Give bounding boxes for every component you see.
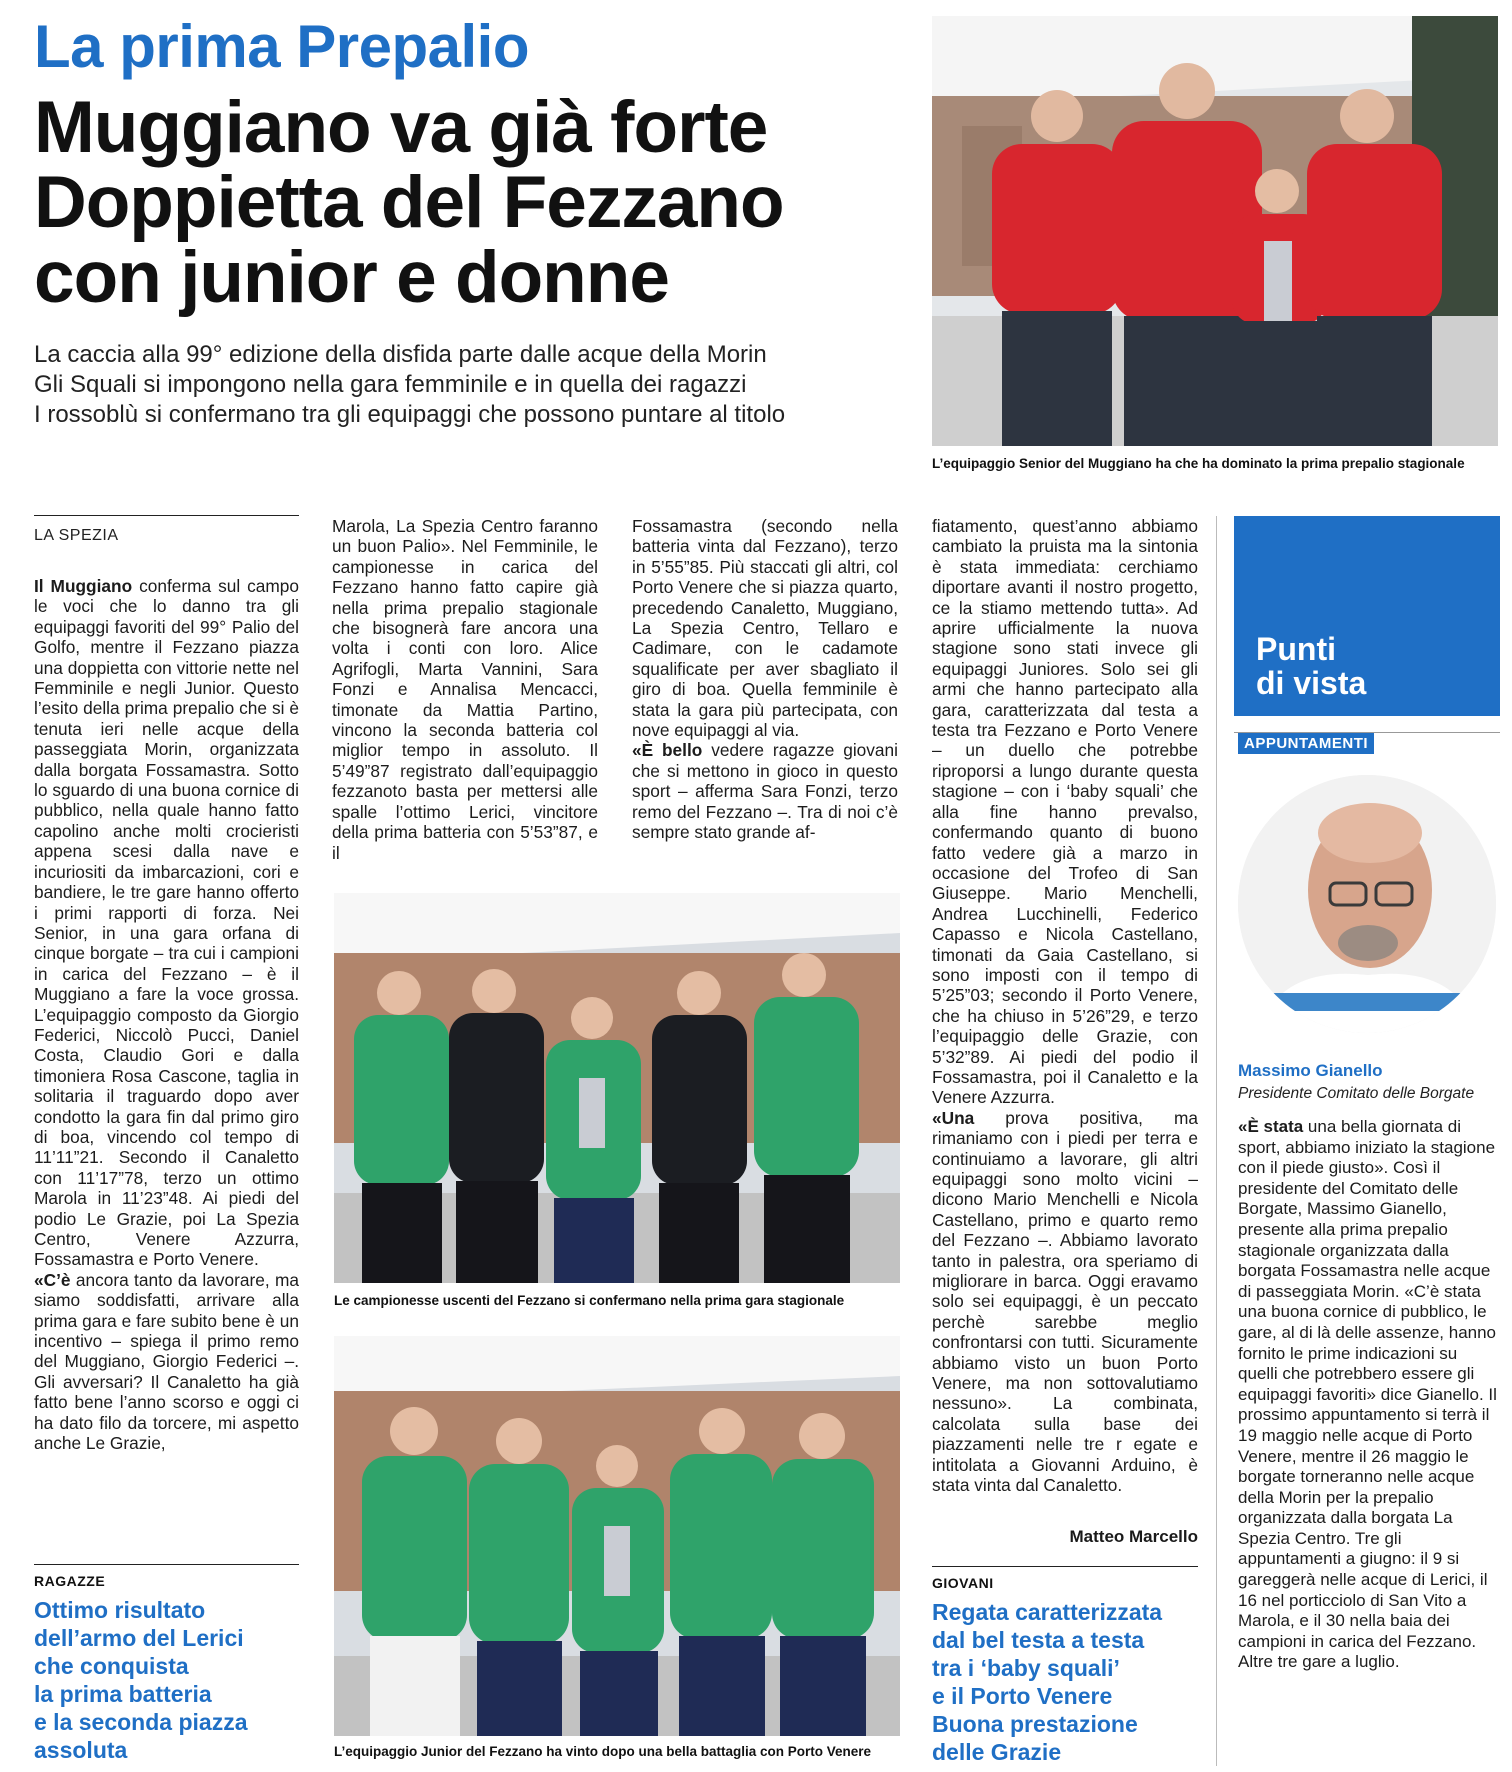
lead-bold: Il Muggiano (34, 576, 133, 596)
section-label: LA SPEZIA (34, 527, 119, 544)
punti-title-line-1: Punti (1256, 631, 1336, 667)
column-1-text-2: ancora tanto da lavorare, ma siamo soddisfatti, arrivare alla prima gara e fare subito bene è un incentivo – spiega il primo remo del Muggiano, Giorgio Federici –. Gli avversari? Il Canaletto ha già fatto bene l’anno scorso e oggi ci ha dato filo da torcere, mi aspetto anche Le Grazie, (34, 1269, 299, 1454)
article-column-4 (932, 516, 1198, 1524)
headline (34, 87, 784, 318)
ragazze-rule (34, 1564, 299, 1565)
article-column-1 (34, 576, 299, 1548)
headline-line-3: con junior e donne (34, 237, 669, 318)
column-4-paragraph-1: fiatamento, quest’anno abbiamo cambiato la pruista ma la sintonia è stata immediata: cerchiamo diportare avanti il nostro progetto, ce la stiamo mettendo tutta». Ad aprire ufficialmente la nuova stagione sono stati invece gli equipaggi Juniores. Solo sei gli armi che hanno partecipato alla gara, caratterizzata dal testa a testa tra Fezzano e Porto Venere – un duello che potrebbe riproporsi a lungo durante questa stagione – con i ‘baby squali’ che alla fine hanno prevalso, confermando quanto di buono fatto vedere già a marzo in occasione del Trofeo di San Giuseppe. Mario Menchelli, Andrea Lucchinelli, Federico Capasso e Nicola Castellano, timonati da Gaia Castellano, si sono imposti con il tempo di 5’25”03; secondo il Porto Venere, che ha chiuso in 5’26”29, e terzo l’equipaggio delle Grazie, con 5’32”89. Ai piedi del podio il Fossamastra, poi il Canaletto e la Venere Azzurra. (932, 516, 1198, 1108)
column-1-paragraph-2 (34, 1270, 299, 1454)
giovani-line-2: dal bel testa a testa (932, 1627, 1145, 1653)
deck-line-2: Gli Squali si impongono nella gara femminile e in quella dei ragazzi (34, 371, 747, 398)
interviewee-role: Presidente Comitato delle Borgate (1238, 1085, 1475, 1102)
deck-line-1: La caccia alla 99° edizione della disfida parte dalle acque della Morin (34, 341, 767, 368)
headline-line-1: Muggiano va già forte (34, 87, 768, 168)
kicker: La prima Prepalio (34, 13, 529, 80)
ragazze-line-2: dell’armo del Lerici (34, 1625, 244, 1651)
giovani-line-3: tra i ‘baby squali’ (932, 1655, 1120, 1681)
headline-line-2: Doppietta del Fezzano (34, 162, 784, 243)
photo-fezzano-junior (334, 1336, 900, 1736)
punti-title-line-2: di vista (1256, 665, 1367, 701)
photo-caption-top: L’equipaggio Senior del Muggiano ha che ha dominato la prima prepalio stagionale (932, 456, 1465, 471)
photo-caption-middle: Le campionesse uscenti del Fezzano si confermano nella prima gara stagionale (334, 1293, 845, 1308)
section-rule (34, 515, 299, 516)
sidebar-separator (1216, 516, 1217, 1766)
giovani-rule (932, 1566, 1198, 1567)
ragazze-line-1: Ottimo risultato (34, 1597, 206, 1623)
punti-lead-bold: «È stata (1238, 1117, 1304, 1136)
quote-bold: «Una (932, 1107, 975, 1128)
column-1-paragraph-1 (34, 576, 299, 1270)
photo-fezzano-women (334, 893, 900, 1283)
giovani-label: GIOVANI (932, 1575, 994, 1591)
person (354, 971, 449, 1283)
ragazze-line-3: che conquista (34, 1653, 189, 1679)
photo-fezzano-women-illustration (334, 893, 900, 1283)
column-4-text-2: prova positiva, ma rimaniamo con i piedi per terra e continuiamo a lavorare, gli altri equipaggi sono molto vicini – dicono Mario Menchelli e Nicola Castellano, primo e quarto remo del Fezzano –. Abbiamo lavorato tanto in palestra, ora speriamo di migliorare in barca. Oggi eravamo solo sei equipaggi, è un peccato perchè sarebbe meglio confrontarsi con tutti. Sicuramente abbiamo visto un buon Porto Venere, ma non sottovalutiamo nessuno». La combinata, calcolata sulla base dei piazzamenti nelle tre r egate e intitolata a Giovanni Arduino, è stata vinta dal Canaletto. (932, 1107, 1198, 1496)
article-column-3 (632, 516, 898, 878)
giovani-line-4: e il Porto Venere (932, 1683, 1113, 1709)
person (670, 1408, 772, 1736)
appuntamenti-tag: APPUNTAMENTI (1238, 733, 1374, 754)
photo-muggiano-senior (932, 16, 1498, 446)
quote-bold: «È bello (632, 740, 703, 761)
column-1-text-1: conferma sul campo le voci che lo danno tra gli equipaggi favoriti del 99° Palio del Golfo, mentre il Fezzano piazza una doppietta con vittorie nette nel Femminile e negli Junior. Questo l’esito della prima prepalio che si è tenuta ieri nelle acque della passeggiata Morin, organizzata dalla borgata Fossamastra. Sotto lo sguardo di una buona cornice di pubblico, nella quale hanno fatto capolino anche molti crocieristi appena scesi dalla nave e incuriositi da imbarcazioni, cori e bandiere, le tre gare hanno offerto i primi rapporti di forza. Nei Senior, in una gara orfana di cinque borgate – tra cui i campioni in carica del Fezzano – è il Muggiano a fare la voce grossa. L’equipaggio composto da Giorgio Federici, Niccolò Pucci, Daniel Costa, Claudio Gori e dalla timoniera Rosa Cascone, taglia in solitaria il traguardo dopo aver condotto la gara fin dal primo giro di boa, vincendo col tempo di 11’11”21. Secondo il Canaletto con 11’17”78, terzo un ottimo Marola in 11’23”48. Ai piedi del podio Le Grazie, poi La Spezia Centro, Venere Azzurra, Fossamastra e Porto Venere. (34, 576, 299, 1270)
giovani-line-5: Buona prestazione (932, 1711, 1138, 1737)
punti-di-vista-box (1234, 516, 1500, 716)
giovani-line-6: delle Grazie (932, 1739, 1062, 1765)
punti-body: una bella giornata di sport, abbiamo iniziato la stagione con il piede giusto». Così il presidente del Comitato delle Borgate, Massimo Gianello, presente alla prima prepalio stagionale organizzata dalla borgata Fossamastra nelle acque di passeggiata Morin. «C’è stata una buona cornice di pubblico, le gare, al di là delle assenze, hanno fornito le prime indicazioni su quelli che potrebbero essere gli equipaggi favoriti» dice Gianello. Il prossimo appuntamento si terrà il 19 maggio nelle acque di Porto Venere, mentre il 26 maggio le borgate torneranno nelle acque della Morin per la prepalio organizzata dalla borgata La Spezia Centro. Tre gli appuntamenti a giugno: il 9 si gareggerà nelle acque di Lerici, il 16 nel porticciolo di San Vito a Marola, e il 30 nella baia dei campioni in carica del Fezzano. Altre tre gare a luglio. (1238, 1117, 1497, 1672)
portrait-illustration (1238, 775, 1496, 1033)
giovani-line-1: Regata caratterizzata (932, 1599, 1163, 1625)
column-4-paragraph-2 (932, 1108, 1198, 1496)
person (754, 953, 859, 1283)
column-2-paragraph-1: Marola, La Spezia Centro faranno un buon Palio». Nel Femminile, le campionesse in carica del Fezzano hanno fatto capire già nella prima prepalio stagionale che bisognerà fare ancora una volta i conti con loro. Alice Agrifogli, Marta Vannini, Sara Fonzi e Annalisa Mencacci, timonate da Mattia Partino, vincono la seconda batteria col miglior tempo in assoluto. Il 5’49”87 registrato dall’equipaggio fezzanoto basta per mettersi alle spalle l’ottimo Lerici, vincitore della prima batteria con 5’53”87, e il (332, 516, 598, 863)
giovani-headline (932, 1598, 1162, 1766)
column-3-text-2: vedere ragazze giovani che si mettono in gioco in questo sport – afferma Sara Fonzi, terzo remo del Fezzano –. Tra di noi c’è sempre stato grande af- (632, 740, 898, 843)
column-3-paragraph-2 (632, 740, 898, 842)
person (772, 1413, 874, 1736)
person (449, 969, 544, 1283)
person (652, 971, 747, 1283)
ragazze-line-5: e la seconda piazza (34, 1709, 248, 1735)
article-column-2 (332, 516, 598, 878)
photo-muggiano-illustration (932, 16, 1498, 446)
interviewee-name: Massimo Gianello (1238, 1061, 1383, 1080)
deck (34, 340, 785, 430)
byline: Matteo Marcello (1069, 1527, 1198, 1546)
punti-text (1238, 1117, 1500, 1769)
column-3-paragraph-1: Fossamastra (secondo nella batteria vinta dal Fezzano), terzo in 5’55”85. Più staccati gli altri, col Porto Venere che si piazza quarto, precedendo Canaletto, Muggiano, La Spezia Centro, Tellaro e Cadimare, con le cadamote squalificate per aver sbagliato il giro di boa. Quella femminile è stata la gara più partecipata, con nove equipaggi al via. (632, 516, 898, 741)
ragazze-headline (34, 1596, 247, 1764)
avatar (1238, 775, 1496, 1033)
photo-caption-bottom: L’equipaggio Junior del Fezzano ha vinto dopo una bella battaglia con Porto Venere (334, 1744, 872, 1759)
ragazze-label: RAGAZZE (34, 1573, 106, 1589)
ragazze-line-4: la prima batteria (34, 1681, 212, 1707)
photo-fezzano-junior-illustration (334, 1336, 900, 1736)
punti-paragraph (1238, 1117, 1500, 1673)
ragazze-line-6: assoluta (34, 1737, 128, 1763)
quote-bold: «C’è (34, 1269, 71, 1290)
deck-line-3: I rossoblù si confermano tra gli equipaggi che possono puntare al titolo (34, 401, 786, 428)
